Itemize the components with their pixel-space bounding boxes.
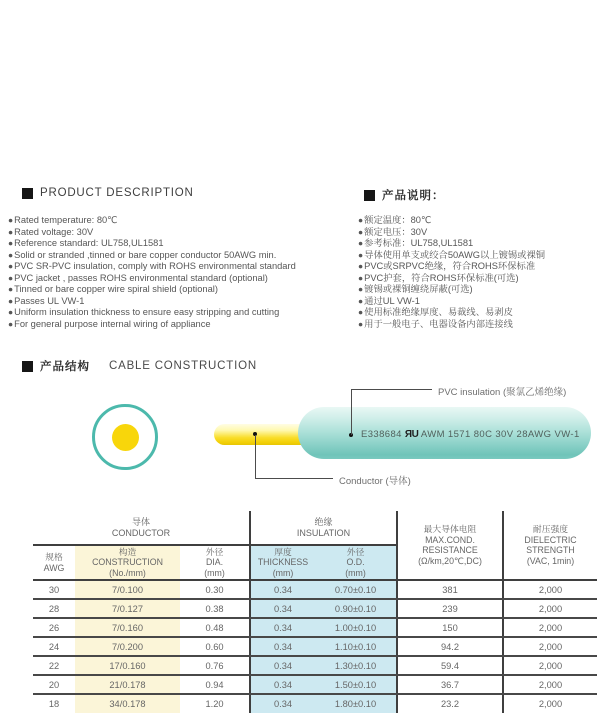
leader-line	[351, 389, 432, 390]
bullet-icon: ●	[8, 215, 14, 225]
list-item-text: Uniform insulation thickness to ensure easy stripping and cutting	[14, 307, 280, 317]
list-item	[8, 250, 296, 262]
group-conductor	[33, 511, 250, 545]
cell-awg: 26	[33, 618, 75, 637]
spec-table	[33, 511, 597, 713]
list-item-text: PVC jacket , passes ROHS environmental standard (optional)	[14, 272, 268, 283]
cell-thickness: 0.34	[250, 675, 315, 694]
leader-line	[255, 478, 333, 479]
header-line: CONSTRUCTION	[92, 557, 163, 568]
list-item-text: 通过UL VW-1	[364, 295, 420, 306]
cable-print-prefix: E338684	[361, 429, 402, 440]
cell-awg: 30	[33, 580, 75, 599]
product-notes-list	[358, 215, 545, 330]
bullet-icon: ●	[358, 318, 364, 329]
group-insulation	[250, 511, 397, 545]
cell-od: 1.50±0.10	[315, 675, 397, 694]
cell-dielectric: 2,000	[503, 694, 597, 713]
bullet-icon: ●	[358, 215, 364, 225]
cell-od: 0.90±0.10	[315, 599, 397, 618]
leader-line	[351, 389, 352, 435]
cell-thickness: 0.34	[250, 599, 315, 618]
cell-construction: 17/0.160	[75, 656, 180, 675]
cell-resistance: 150	[397, 618, 503, 637]
header-line: 构造	[118, 546, 137, 557]
bullet-icon: ●	[358, 226, 364, 237]
cable-construction-title	[22, 358, 257, 374]
bullet-icon: ●	[8, 295, 14, 306]
bullet-icon: ●	[358, 307, 364, 317]
cell-thickness: 0.34	[250, 580, 315, 599]
group-header-row	[33, 511, 597, 545]
spec-row	[33, 656, 597, 675]
list-item	[8, 296, 296, 308]
cell-thickness: 0.34	[250, 694, 315, 713]
header-line: 最大导体电阻	[423, 524, 477, 534]
cable-print-legend	[361, 429, 580, 440]
cell-dielectric: 2,000	[503, 675, 597, 694]
cell-construction: 7/0.100	[75, 580, 180, 599]
header-line: 厚度	[274, 546, 292, 557]
list-item	[358, 215, 545, 227]
bullet-icon: ●	[8, 238, 14, 248]
col-header-resistance	[397, 511, 503, 580]
header-line: 外径	[346, 546, 365, 557]
bullet-icon: ●	[358, 295, 364, 306]
section-title-text: 产品说明：	[382, 190, 445, 202]
list-item-text: 用于一般电子、电器设备内部连接线	[364, 318, 513, 329]
bullet-icon: ●	[358, 272, 364, 283]
cell-dia: 0.48	[180, 618, 250, 637]
insulation-label: PVC insulation (聚氯乙烯绝缘)	[438, 387, 567, 398]
cell-resistance: 23.2	[397, 694, 503, 713]
bullet-icon: ●	[8, 318, 14, 329]
col-header-dielectric	[503, 511, 597, 580]
header-line: 耐压强度	[532, 524, 569, 534]
section-square-icon	[364, 190, 375, 201]
list-item	[358, 307, 545, 319]
cell-resistance: 59.4	[397, 656, 503, 675]
list-item-text: For general purpose internal wiring of appliance	[14, 318, 211, 329]
bullet-icon: ●	[8, 226, 14, 237]
list-item	[358, 261, 545, 273]
product-notes-title	[364, 187, 445, 203]
cell-dia: 0.76	[180, 656, 250, 675]
cell-thickness: 0.34	[250, 656, 315, 675]
spec-row	[33, 580, 597, 599]
list-item-text: PVC SR-PVC insulation, comply with ROHS environmental standard	[14, 261, 296, 271]
header-line: DIA.	[205, 557, 224, 568]
cell-construction: 34/0.178	[75, 694, 180, 713]
cell-construction: 21/0.178	[75, 675, 180, 694]
spec-row	[33, 599, 597, 618]
bullet-icon: ●	[358, 284, 364, 294]
header-line: RESISTANCE	[422, 545, 478, 555]
header-line: (VAC, 1min)	[526, 555, 575, 566]
list-item-text: Reference standard: UL758,UL1581	[14, 238, 164, 248]
list-item-text: 额定电压：30V	[364, 226, 428, 237]
cell-dielectric: 2,000	[503, 637, 597, 656]
header-line: (No./mm)	[109, 567, 146, 578]
cell-awg: 24	[33, 637, 75, 656]
header-line: STRENGTH	[526, 545, 575, 555]
cell-construction: 7/0.160	[75, 618, 180, 637]
cell-dielectric: 2,000	[503, 618, 597, 637]
bullet-icon: ●	[358, 261, 364, 271]
group-label-en: CONDUCTOR	[111, 527, 171, 538]
cell-resistance: 94.2	[397, 637, 503, 656]
cell-dielectric: 2,000	[503, 656, 597, 675]
cell-dia: 1.20	[205, 699, 224, 709]
cell-od: 1.00±0.10	[315, 618, 397, 637]
list-item	[8, 227, 296, 239]
bullet-icon: ●	[8, 249, 14, 260]
section-title-en: CABLE CONSTRUCTION	[109, 360, 257, 372]
cell-dia: 0.30	[180, 580, 250, 599]
col-header-construction	[75, 545, 180, 580]
header-line: (mm)	[204, 567, 225, 578]
cell-dielectric: 2,000	[503, 599, 597, 618]
header-line: O.D.	[346, 557, 365, 568]
section-square-icon	[22, 188, 33, 199]
cell-dielectric: 2,000	[503, 580, 597, 599]
list-item-text: Passes UL VW-1	[14, 295, 85, 306]
list-item-text: PVC或SRPVC绝缘，符合ROHS环保标准	[364, 261, 536, 271]
cell-resistance: 239	[397, 599, 503, 618]
list-item	[8, 261, 296, 273]
col-header-thickness	[250, 545, 315, 580]
list-item	[8, 307, 296, 319]
cell-dia: 0.38	[180, 599, 250, 618]
list-item-text: PVC护套，符合ROHS环保标准(可选)	[364, 272, 519, 283]
cable-cross-section	[92, 404, 158, 470]
header-line: 外径	[205, 546, 224, 557]
cell-construction: 7/0.200	[75, 637, 180, 656]
section-title-text: PRODUCT DESCRIPTION	[40, 187, 194, 199]
list-item-text: 使用标准绝缘厚度、易裁线、易剥皮	[364, 307, 513, 317]
header-line: DIELECTRIC	[524, 534, 577, 545]
header-line: MAX.COND.	[425, 534, 475, 545]
product-description-title	[22, 187, 194, 199]
list-item	[358, 227, 545, 239]
cell-resistance: 36.7	[397, 675, 503, 694]
header-line: (Ω/km,20℃,DC)	[418, 555, 482, 566]
list-item-text: Rated voltage: 30V	[14, 226, 94, 237]
bullet-icon: ●	[358, 249, 364, 260]
bullet-icon: ●	[358, 238, 364, 248]
list-item-text: Solid or stranded ,tinned or bare copper conductor 50AWG min.	[14, 249, 277, 260]
group-label-zh: 绝缘	[314, 517, 333, 527]
list-item-text: 参考标准：UL758,UL1581	[364, 238, 474, 248]
list-item	[358, 238, 545, 250]
list-item	[358, 319, 545, 331]
cell-awg: 18	[48, 699, 60, 709]
list-item	[358, 296, 545, 308]
header-line: AWG	[43, 562, 65, 573]
cell-od: 0.70±0.10	[315, 580, 397, 599]
cell-awg: 20	[33, 675, 75, 694]
conductor-label: Conductor (导体)	[339, 476, 411, 487]
header-line: (mm)	[345, 567, 366, 578]
cell-resistance: 381	[397, 580, 503, 599]
list-item	[358, 273, 545, 285]
product-description-list	[8, 215, 296, 330]
cell-construction: 7/0.127	[75, 599, 180, 618]
header-line: THICKNESS	[257, 557, 309, 568]
col-header-dia	[180, 545, 250, 580]
bullet-icon: ●	[8, 261, 14, 271]
cable-print-suffix: AWM 1571 80C 30V 28AWG VW-1	[420, 429, 580, 440]
col-header-awg	[33, 545, 75, 580]
spec-row	[33, 637, 597, 656]
cell-awg: 22	[33, 656, 75, 675]
list-item-text: 额定温度：80℃	[364, 215, 432, 225]
leader-line	[255, 435, 256, 479]
list-item-text: Tinned or bare copper wire spiral shield (optional)	[14, 284, 218, 294]
cell-dia: 0.60	[180, 637, 250, 656]
bullet-icon: ●	[8, 272, 14, 283]
list-item	[358, 284, 545, 296]
bullet-icon: ●	[8, 307, 14, 317]
list-item-text: Rated temperature: 80℃	[14, 215, 118, 225]
header-line: 规格	[45, 552, 63, 562]
header-line: (mm)	[272, 567, 294, 578]
cell-dia: 0.94	[180, 675, 250, 694]
col-header-od	[315, 545, 397, 580]
cell-awg: 28	[33, 599, 75, 618]
list-item	[358, 250, 545, 262]
ul-recognized-mark-icon: ЯU	[404, 429, 419, 440]
group-label-en: INSULATION	[296, 527, 351, 538]
section-title-zh: 产品结构	[40, 361, 90, 373]
cell-od: 1.30±0.10	[315, 656, 397, 675]
spec-row	[33, 618, 597, 637]
list-item-text: 导体使用单支或绞合50AWG以上镀锡或裸铜	[364, 249, 546, 260]
bullet-icon: ●	[8, 284, 14, 294]
cell-thickness: 0.34	[250, 618, 315, 637]
list-item	[8, 215, 296, 227]
group-label-zh: 导体	[131, 517, 150, 527]
spec-row	[33, 694, 597, 713]
cell-thickness: 0.34	[250, 637, 315, 656]
list-item	[8, 284, 296, 296]
conductor-core	[112, 424, 139, 451]
list-item	[8, 273, 296, 285]
list-item	[8, 238, 296, 250]
section-square-icon	[22, 361, 33, 372]
spec-row	[33, 675, 597, 694]
list-item-text: 镀锡或裸铜缠绕屏蔽(可选)	[364, 284, 473, 294]
cell-od: 1.80±0.10	[315, 694, 397, 713]
list-item	[8, 319, 296, 331]
cell-od: 1.10±0.10	[315, 637, 397, 656]
